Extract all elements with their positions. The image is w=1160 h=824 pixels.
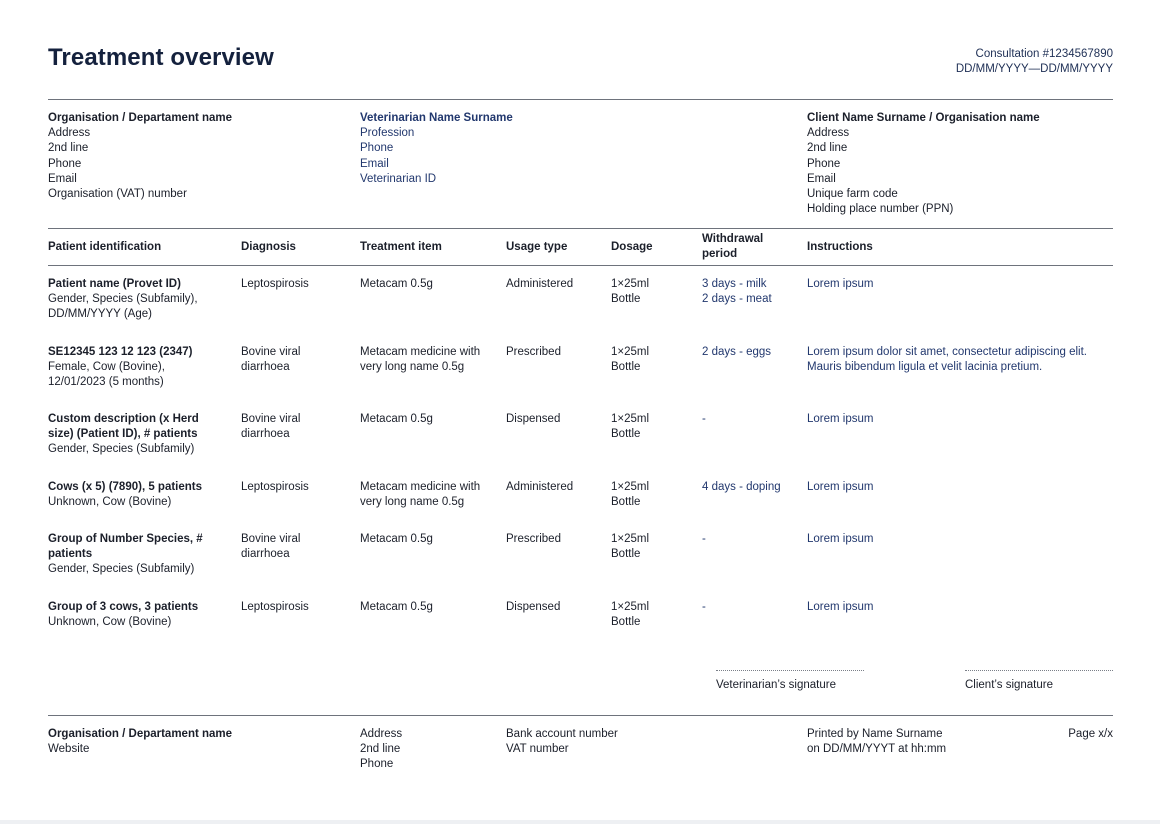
client-line: Holding place number (PPN)	[807, 203, 954, 216]
footer-bank-line: VAT number	[506, 743, 569, 756]
veterinarian-line: Veterinarian ID	[360, 172, 437, 185]
organisation-line: 2nd line	[48, 142, 89, 155]
cell-treatment: Metacam 0.5g	[360, 413, 433, 425]
footer-printed-on: on DD/MM/YYYT at hh:mm	[807, 743, 947, 756]
patient-title: Custom description (x Herd size) (Patient ID), # patients	[48, 413, 199, 441]
cell-instructions: Lorem ipsum	[807, 278, 874, 290]
footer-organisation	[48, 727, 232, 757]
cell-usage: Administered	[506, 481, 574, 493]
column-header-withdrawal: Withdrawal period	[702, 233, 764, 260]
veterinarian-signature-line	[716, 670, 864, 671]
client-line: Unique farm code	[807, 188, 898, 201]
cell-patient	[48, 412, 199, 458]
cell-withdrawal: 3 days - milk 2 days - meat	[702, 278, 772, 306]
veterinarian-line: Profession	[360, 127, 415, 140]
cell-diagnosis: Leptospirosis	[241, 278, 309, 290]
cell-withdrawal: 4 days - doping	[702, 481, 781, 493]
cell-treatment: Metacam 0.5g	[360, 533, 433, 545]
page-title: Treatment overview	[48, 44, 274, 71]
cell-patient	[48, 277, 198, 323]
cell-dosage: 1×25ml Bottle	[611, 533, 650, 561]
footer-address-line: Phone	[360, 758, 394, 771]
client-line: Phone	[807, 157, 841, 170]
footer-address-line: Address	[360, 728, 403, 740]
column-header-treatment: Treatment item	[360, 240, 442, 253]
cell-treatment: Metacam 0.5g	[360, 601, 433, 613]
footer-bank	[506, 727, 618, 757]
organisation-line: Email	[48, 172, 77, 185]
cell-usage: Dispensed	[506, 413, 561, 425]
cell-diagnosis: Bovine viral diarrhoea	[241, 413, 301, 441]
client-name: Client Name Surname / Organisation name	[807, 112, 1040, 124]
column-header-instructions: Instructions	[807, 240, 873, 253]
header-divider	[48, 99, 1113, 100]
patient-details: Gender, Species (Subfamily)	[48, 563, 195, 576]
footer-printed-by: Printed by Name Surname	[807, 728, 943, 740]
patient-details: Gender, Species (Subfamily)	[48, 443, 195, 456]
consultation-number: Consultation #1234567890	[975, 48, 1113, 60]
table-header-divider	[48, 265, 1113, 266]
footer-organisation-name: Organisation / Departament name	[48, 728, 233, 740]
client-signature-label: Client’s signature	[965, 679, 1054, 691]
treatment-document	[48, 0, 1113, 820]
organisation-line: Address	[48, 127, 91, 140]
footer-page-number: Page x/x	[1068, 728, 1113, 740]
patient-details: Unknown, Cow (Bovine)	[48, 496, 172, 509]
client-block	[807, 111, 1040, 217]
cell-instructions: Lorem ipsum	[807, 481, 874, 493]
table-top-divider	[48, 228, 1113, 229]
cell-usage: Dispensed	[506, 601, 561, 613]
cell-usage: Administered	[506, 278, 574, 290]
client-line: Email	[807, 172, 836, 185]
column-header-patient: Patient identification	[48, 240, 162, 253]
veterinarian-line: Phone	[360, 142, 394, 155]
cell-dosage: 1×25ml Bottle	[611, 278, 650, 306]
cell-withdrawal: -	[702, 601, 706, 613]
cell-dosage: 1×25ml Bottle	[611, 601, 650, 629]
footer-bank-line: Bank account number	[506, 728, 618, 740]
cell-dosage: 1×25ml Bottle	[611, 346, 650, 374]
footer-website: Website	[48, 743, 90, 756]
column-header-diagnosis: Diagnosis	[241, 240, 296, 253]
cell-diagnosis: Leptospirosis	[241, 481, 309, 493]
cell-dosage: 1×25ml Bottle	[611, 481, 650, 509]
veterinarian-line: Email	[360, 157, 389, 170]
patient-details: Female, Cow (Bovine), 12/01/2023 (5 months)	[48, 361, 165, 389]
column-header-dosage: Dosage	[611, 240, 653, 253]
organisation-line: Phone	[48, 157, 82, 170]
client-line: 2nd line	[807, 142, 848, 155]
patient-title: Group of Number Species, # patients	[48, 533, 203, 561]
cell-patient	[48, 480, 202, 510]
cell-dosage: 1×25ml Bottle	[611, 413, 650, 441]
cell-instructions: Lorem ipsum dolor sit amet, consectetur adipiscing elit. Mauris bibendum ligula et velit lacinia pretium.	[807, 346, 1087, 374]
patient-title: Cows (x 5) (7890), 5 patients	[48, 481, 203, 493]
patient-title: Group of 3 cows, 3 patients	[48, 601, 199, 613]
patient-title: Patient name (Provet ID)	[48, 278, 181, 290]
cell-diagnosis: Bovine viral diarrhoea	[241, 346, 301, 374]
patient-details: Unknown, Cow (Bovine)	[48, 616, 172, 629]
client-signature-line	[965, 670, 1113, 671]
organisation-block	[48, 111, 232, 202]
consultation-info	[956, 47, 1113, 77]
footer-divider	[48, 715, 1113, 716]
veterinarian-signature-label: Veterinarian’s signature	[716, 679, 836, 691]
column-header-usage: Usage type	[506, 240, 568, 253]
cell-instructions: Lorem ipsum	[807, 413, 874, 425]
client-line: Address	[807, 127, 850, 140]
organisation-line: Organisation (VAT) number	[48, 188, 187, 201]
footer-address-line: 2nd line	[360, 743, 401, 756]
cell-treatment: Metacam medicine with very long name 0.5g	[360, 481, 481, 509]
footer-printed	[807, 727, 946, 757]
page-bottom-edge	[0, 820, 1160, 824]
cell-instructions: Lorem ipsum	[807, 601, 874, 613]
cell-treatment: Metacam medicine with very long name 0.5g	[360, 346, 481, 374]
cell-patient	[48, 345, 193, 391]
patient-title: SE12345 123 12 123 (2347)	[48, 346, 193, 358]
cell-usage: Prescribed	[506, 346, 561, 358]
cell-patient	[48, 532, 203, 578]
veterinarian-name: Veterinarian Name Surname	[360, 112, 513, 124]
cell-patient	[48, 600, 198, 630]
cell-withdrawal: 2 days - eggs	[702, 346, 772, 358]
cell-instructions: Lorem ipsum	[807, 533, 874, 545]
organisation-name: Organisation / Departament name	[48, 112, 233, 124]
cell-diagnosis: Bovine viral diarrhoea	[241, 533, 301, 561]
consultation-period: DD/MM/YYYY—DD/MM/YYYY	[955, 63, 1113, 75]
cell-withdrawal: -	[702, 413, 706, 425]
patient-details: Gender, Species (Subfamily), DD/MM/YYYY (Age)	[48, 293, 198, 321]
veterinarian-block	[360, 111, 513, 187]
cell-diagnosis: Leptospirosis	[241, 601, 309, 613]
cell-usage: Prescribed	[506, 533, 561, 545]
cell-withdrawal: -	[702, 533, 706, 545]
footer-address	[360, 727, 402, 773]
cell-treatment: Metacam 0.5g	[360, 278, 433, 290]
